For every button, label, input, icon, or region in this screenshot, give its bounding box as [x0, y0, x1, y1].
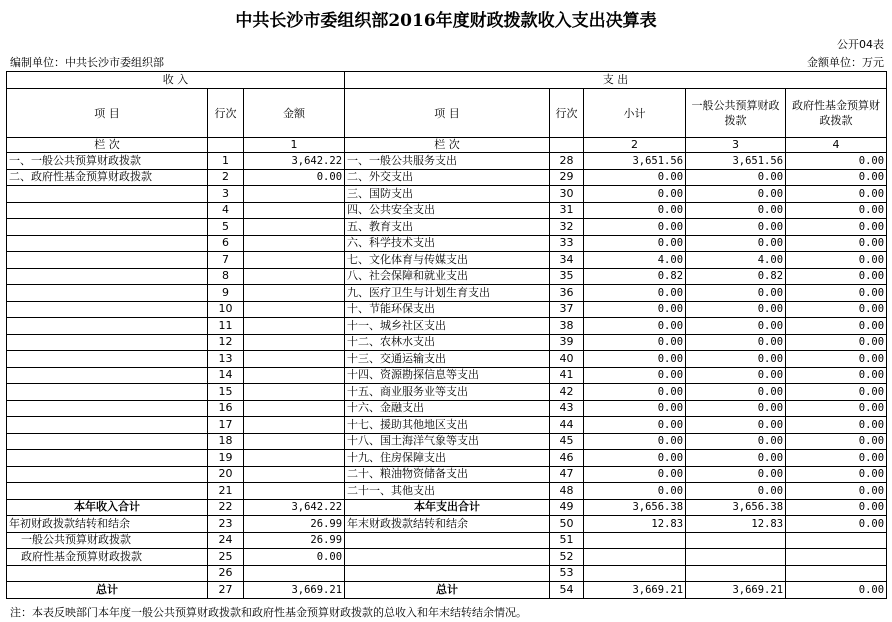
table-row [7, 384, 887, 401]
col3-index: 3 [686, 138, 786, 153]
expense-seq-cell: 30 [550, 186, 584, 203]
income-amount-cell [244, 301, 345, 318]
income-seq-cell: 17 [208, 417, 244, 434]
fund-budget-cell: 0.00 [786, 334, 887, 351]
expense-seq-cell: 52 [550, 549, 584, 566]
income-seq-cell: 9 [208, 285, 244, 302]
income-seq-cell: 25 [208, 549, 244, 566]
table-row [7, 153, 887, 170]
col1-index: 1 [244, 138, 345, 153]
expense-item-cell: 二十一、其他支出 [345, 483, 550, 500]
income-amount-cell [244, 334, 345, 351]
general-budget-cell: 0.00 [686, 351, 786, 368]
table-row [7, 400, 887, 417]
income-seq-cell: 24 [208, 532, 244, 549]
income-seq-cell: 3 [208, 186, 244, 203]
subtotal-cell: 3,656.38 [584, 499, 686, 516]
general-budget-cell: 4.00 [686, 252, 786, 269]
expense-seq-cell: 28 [550, 153, 584, 170]
expense-seq-cell: 31 [550, 202, 584, 219]
expense-seq-cell: 36 [550, 285, 584, 302]
income-amount-cell: 3,642.22 [244, 499, 345, 516]
expense-item-cell: 五、教育支出 [345, 219, 550, 236]
expense-seq-cell: 46 [550, 450, 584, 467]
general-budget-cell: 0.00 [686, 433, 786, 450]
fund-budget-cell: 0.00 [786, 483, 887, 500]
income-amount-cell: 26.99 [244, 516, 345, 533]
expense-seq-header: 行次 [550, 89, 584, 138]
subtotal-cell: 0.00 [584, 285, 686, 302]
general-budget-cell: 0.00 [686, 219, 786, 236]
income-section-header: 收 入 [7, 72, 345, 89]
income-item-cell [7, 202, 208, 219]
income-item-cell [7, 285, 208, 302]
expense-seq-index [550, 138, 584, 153]
income-item-cell [7, 483, 208, 500]
income-item-cell [7, 235, 208, 252]
income-amount-cell: 0.00 [244, 169, 345, 186]
income-amount-cell [244, 450, 345, 467]
income-seq-cell: 20 [208, 466, 244, 483]
expense-seq-cell: 43 [550, 400, 584, 417]
expense-seq-cell: 47 [550, 466, 584, 483]
expense-item-cell: 十、节能环保支出 [345, 301, 550, 318]
expense-item-cell: 十二、农林水支出 [345, 334, 550, 351]
subtotal-cell: 0.00 [584, 351, 686, 368]
income-amount-cell: 26.99 [244, 532, 345, 549]
expense-seq-cell: 41 [550, 367, 584, 384]
income-item-cell [7, 301, 208, 318]
expense-seq-cell: 38 [550, 318, 584, 335]
table-row [7, 582, 887, 599]
general-budget-cell: 0.00 [686, 384, 786, 401]
income-seq-cell: 7 [208, 252, 244, 269]
general-budget-cell: 0.00 [686, 450, 786, 467]
income-seq-cell: 26 [208, 565, 244, 582]
table-row [7, 219, 887, 236]
income-amount-cell [244, 433, 345, 450]
fund-budget-cell: 0.00 [786, 384, 887, 401]
expense-seq-cell: 45 [550, 433, 584, 450]
general-budget-cell: 0.00 [686, 466, 786, 483]
general-budget-cell: 0.00 [686, 318, 786, 335]
subtotal-cell: 0.00 [584, 466, 686, 483]
expense-item-cell: 八、社会保障和就业支出 [345, 268, 550, 285]
expense-item-cell: 九、医疗卫生与计划生育支出 [345, 285, 550, 302]
expense-seq-cell: 44 [550, 417, 584, 434]
expense-seq-cell: 32 [550, 219, 584, 236]
general-budget-cell: 0.00 [686, 301, 786, 318]
subtotal-cell: 0.00 [584, 433, 686, 450]
general-budget-cell: 0.00 [686, 169, 786, 186]
column-header-row [7, 89, 887, 138]
subtotal-cell: 3,651.56 [584, 153, 686, 170]
general-budget-cell: 0.00 [686, 400, 786, 417]
fund-budget-cell: 0.00 [786, 285, 887, 302]
income-item-header: 项 目 [7, 89, 208, 138]
fund-budget-cell: 0.00 [786, 516, 887, 533]
income-seq-cell: 18 [208, 433, 244, 450]
table-row [7, 334, 887, 351]
income-amount-cell [244, 565, 345, 582]
table-row [7, 318, 887, 335]
income-amount-cell [244, 252, 345, 269]
income-amount-cell [244, 318, 345, 335]
table-row [7, 532, 887, 549]
fund-budget-cell: 0.00 [786, 367, 887, 384]
expense-item-cell: 一、一般公共服务支出 [345, 153, 550, 170]
general-budget-cell: 3,669.21 [686, 582, 786, 599]
subtotal-cell: 12.83 [584, 516, 686, 533]
fund-budget-cell: 0.00 [786, 219, 887, 236]
expense-item-cell: 十三、交通运输支出 [345, 351, 550, 368]
income-amount-cell [244, 186, 345, 203]
table-row [7, 499, 887, 516]
general-budget-cell [686, 532, 786, 549]
subtotal-cell: 0.00 [584, 186, 686, 203]
subtotal-cell: 0.00 [584, 483, 686, 500]
income-item-cell: 一般公共预算财政拨款 [7, 532, 208, 549]
table-row [7, 268, 887, 285]
income-seq-cell: 14 [208, 367, 244, 384]
table-row [7, 549, 887, 566]
income-amount-cell [244, 268, 345, 285]
fund-budget-cell [786, 549, 887, 566]
expense-item-cell: 十六、金融支出 [345, 400, 550, 417]
income-seq-cell: 8 [208, 268, 244, 285]
table-row [7, 433, 887, 450]
income-seq-cell: 23 [208, 516, 244, 533]
income-amount-cell [244, 202, 345, 219]
general-budget-header: 一般公共预算财政拨款 [686, 89, 786, 138]
subtotal-cell: 0.00 [584, 417, 686, 434]
fund-budget-cell: 0.00 [786, 153, 887, 170]
income-seq-cell: 13 [208, 351, 244, 368]
general-budget-cell: 0.00 [686, 235, 786, 252]
income-amount-cell: 3,669.21 [244, 582, 345, 599]
fund-budget-cell [786, 532, 887, 549]
expense-item-cell: 十七、援助其他地区支出 [345, 417, 550, 434]
income-item-cell: 总计 [7, 582, 208, 599]
income-seq-cell: 21 [208, 483, 244, 500]
general-budget-cell: 0.00 [686, 186, 786, 203]
expense-seq-cell: 40 [550, 351, 584, 368]
table-row [7, 169, 887, 186]
general-budget-cell: 12.83 [686, 516, 786, 533]
subtotal-cell: 0.00 [584, 202, 686, 219]
table-row [7, 285, 887, 302]
subtotal-cell: 3,669.21 [584, 582, 686, 599]
income-item-cell: 年初财政拨款结转和结余 [7, 516, 208, 533]
budget-table [6, 71, 887, 599]
income-amount-cell: 3,642.22 [244, 153, 345, 170]
fund-budget-cell: 0.00 [786, 351, 887, 368]
income-item-cell: 二、政府性基金预算财政拨款 [7, 169, 208, 186]
income-seq-cell: 2 [208, 169, 244, 186]
general-budget-cell: 0.82 [686, 268, 786, 285]
table-row [7, 367, 887, 384]
col2-index: 2 [584, 138, 686, 153]
income-seq-cell: 5 [208, 219, 244, 236]
subtotal-cell [584, 565, 686, 582]
expense-item-cell [345, 549, 550, 566]
income-item-cell [7, 268, 208, 285]
expense-seq-cell: 51 [550, 532, 584, 549]
expense-item-cell: 十五、商业服务业等支出 [345, 384, 550, 401]
expense-item-cell: 四、公共安全支出 [345, 202, 550, 219]
subtotal-cell: 0.00 [584, 384, 686, 401]
fund-budget-cell: 0.00 [786, 186, 887, 203]
expense-item-cell: 总计 [345, 582, 550, 599]
fund-budget-cell [786, 565, 887, 582]
income-seq-cell: 19 [208, 450, 244, 467]
income-amount-cell [244, 219, 345, 236]
income-seq-cell: 16 [208, 400, 244, 417]
table-row [7, 417, 887, 434]
income-amount-cell [244, 351, 345, 368]
income-seq-cell: 15 [208, 384, 244, 401]
expense-item-cell [345, 532, 550, 549]
subtotal-cell [584, 549, 686, 566]
income-item-cell [7, 252, 208, 269]
income-amount-cell [244, 417, 345, 434]
income-item-cell [7, 384, 208, 401]
income-item-cell [7, 565, 208, 582]
income-amount-cell [244, 466, 345, 483]
general-budget-cell: 3,656.38 [686, 499, 786, 516]
income-item-cell [7, 400, 208, 417]
income-amount-cell [244, 285, 345, 302]
expense-item-cell [345, 565, 550, 582]
expense-seq-cell: 53 [550, 565, 584, 582]
income-seq-cell: 11 [208, 318, 244, 335]
subtotal-cell: 0.00 [584, 400, 686, 417]
income-item-cell [7, 351, 208, 368]
fund-budget-cell: 0.00 [786, 235, 887, 252]
income-seq-header: 行次 [208, 89, 244, 138]
income-seq-index [208, 138, 244, 153]
fund-budget-cell: 0.00 [786, 268, 887, 285]
income-item-cell [7, 334, 208, 351]
income-item-cell [7, 318, 208, 335]
subtotal-cell: 0.00 [584, 235, 686, 252]
income-item-cell: 本年收入合计 [7, 499, 208, 516]
income-lanci-label: 栏 次 [7, 138, 208, 153]
income-seq-cell: 27 [208, 582, 244, 599]
expense-item-cell: 三、国防支出 [345, 186, 550, 203]
table-row [7, 186, 887, 203]
expense-lanci-label: 栏 次 [345, 138, 550, 153]
income-item-cell [7, 466, 208, 483]
income-item-cell: 政府性基金预算财政拨款 [7, 549, 208, 566]
table-row [7, 235, 887, 252]
expense-item-cell: 二、外交支出 [345, 169, 550, 186]
expense-item-cell: 本年支出合计 [345, 499, 550, 516]
expense-item-header: 项 目 [345, 89, 550, 138]
expense-seq-cell: 42 [550, 384, 584, 401]
expense-seq-cell: 50 [550, 516, 584, 533]
income-item-cell [7, 186, 208, 203]
income-item-cell [7, 433, 208, 450]
subtotal-cell: 0.82 [584, 268, 686, 285]
fund-budget-header: 政府性基金预算财政拨款 [786, 89, 887, 138]
table-row [7, 351, 887, 368]
subtotal-cell [584, 532, 686, 549]
form-number: 公开04表 [837, 38, 884, 51]
expense-item-cell: 十九、住房保障支出 [345, 450, 550, 467]
table-row [7, 202, 887, 219]
amount-unit: 金额单位：万元 [807, 56, 884, 69]
income-seq-cell: 1 [208, 153, 244, 170]
expense-seq-cell: 48 [550, 483, 584, 500]
fund-budget-cell: 0.00 [786, 202, 887, 219]
table-row [7, 483, 887, 500]
subtotal-cell: 0.00 [584, 318, 686, 335]
expense-section-header: 支 出 [345, 72, 887, 89]
expense-seq-cell: 39 [550, 334, 584, 351]
compiling-unit: 编制单位：中共长沙市委组织部 [10, 56, 164, 69]
general-budget-cell: 0.00 [686, 202, 786, 219]
income-seq-cell: 6 [208, 235, 244, 252]
income-item-cell [7, 417, 208, 434]
income-amount-header: 金额 [244, 89, 345, 138]
expense-seq-cell: 33 [550, 235, 584, 252]
fund-budget-cell: 0.00 [786, 301, 887, 318]
expense-item-cell: 六、科学技术支出 [345, 235, 550, 252]
section-header-row [7, 72, 887, 89]
income-item-cell [7, 367, 208, 384]
fund-budget-cell: 0.00 [786, 499, 887, 516]
report-title: 中共长沙市委组织部2016年度财政拨款收入支出决算表 [235, 11, 657, 31]
expense-seq-cell: 54 [550, 582, 584, 599]
general-budget-cell [686, 565, 786, 582]
income-amount-cell [244, 400, 345, 417]
expense-item-cell: 二十、粮油物资储备支出 [345, 466, 550, 483]
income-amount-cell [244, 384, 345, 401]
income-seq-cell: 4 [208, 202, 244, 219]
subtotal-cell: 0.00 [584, 367, 686, 384]
fund-budget-cell: 0.00 [786, 318, 887, 335]
general-budget-cell [686, 549, 786, 566]
income-amount-cell [244, 483, 345, 500]
fund-budget-cell: 0.00 [786, 450, 887, 467]
general-budget-cell: 3,651.56 [686, 153, 786, 170]
expense-item-cell: 十一、城乡社区支出 [345, 318, 550, 335]
general-budget-cell: 0.00 [686, 483, 786, 500]
expense-seq-cell: 34 [550, 252, 584, 269]
table-row [7, 252, 887, 269]
table-row [7, 466, 887, 483]
fund-budget-cell: 0.00 [786, 417, 887, 434]
expense-item-cell: 七、文化体育与传媒支出 [345, 252, 550, 269]
expense-item-cell: 十八、国土海洋气象等支出 [345, 433, 550, 450]
income-item-cell [7, 450, 208, 467]
subtotal-header: 小计 [584, 89, 686, 138]
table-row [7, 516, 887, 533]
fund-budget-cell: 0.00 [786, 582, 887, 599]
expense-item-cell: 年末财政拨款结转和结余 [345, 516, 550, 533]
expense-seq-cell: 29 [550, 169, 584, 186]
subtotal-cell: 0.00 [584, 301, 686, 318]
income-item-cell [7, 219, 208, 236]
income-amount-cell [244, 367, 345, 384]
fund-budget-cell: 0.00 [786, 400, 887, 417]
col4-index: 4 [786, 138, 887, 153]
income-seq-cell: 10 [208, 301, 244, 318]
footnote: 注：本表反映部门本年度一般公共预算财政拨款和政府性基金预算财政拨款的总收入和年末结转结余情况。 [10, 606, 527, 619]
subtotal-cell: 0.00 [584, 219, 686, 236]
subtotal-cell: 4.00 [584, 252, 686, 269]
income-item-cell: 一、一般公共预算财政拨款 [7, 153, 208, 170]
income-seq-cell: 22 [208, 499, 244, 516]
general-budget-cell: 0.00 [686, 367, 786, 384]
column-index-row [7, 138, 887, 153]
income-seq-cell: 12 [208, 334, 244, 351]
fund-budget-cell: 0.00 [786, 466, 887, 483]
subtotal-cell: 0.00 [584, 450, 686, 467]
table-row [7, 450, 887, 467]
fund-budget-cell: 0.00 [786, 169, 887, 186]
expense-item-cell: 十四、资源勘探信息等支出 [345, 367, 550, 384]
fund-budget-cell: 0.00 [786, 252, 887, 269]
fund-budget-cell: 0.00 [786, 433, 887, 450]
subtotal-cell: 0.00 [584, 169, 686, 186]
expense-seq-cell: 35 [550, 268, 584, 285]
table-row [7, 301, 887, 318]
subtotal-cell: 0.00 [584, 334, 686, 351]
general-budget-cell: 0.00 [686, 334, 786, 351]
table-row [7, 565, 887, 582]
income-amount-cell: 0.00 [244, 549, 345, 566]
expense-seq-cell: 49 [550, 499, 584, 516]
general-budget-cell: 0.00 [686, 285, 786, 302]
expense-seq-cell: 37 [550, 301, 584, 318]
general-budget-cell: 0.00 [686, 417, 786, 434]
income-amount-cell [244, 235, 345, 252]
